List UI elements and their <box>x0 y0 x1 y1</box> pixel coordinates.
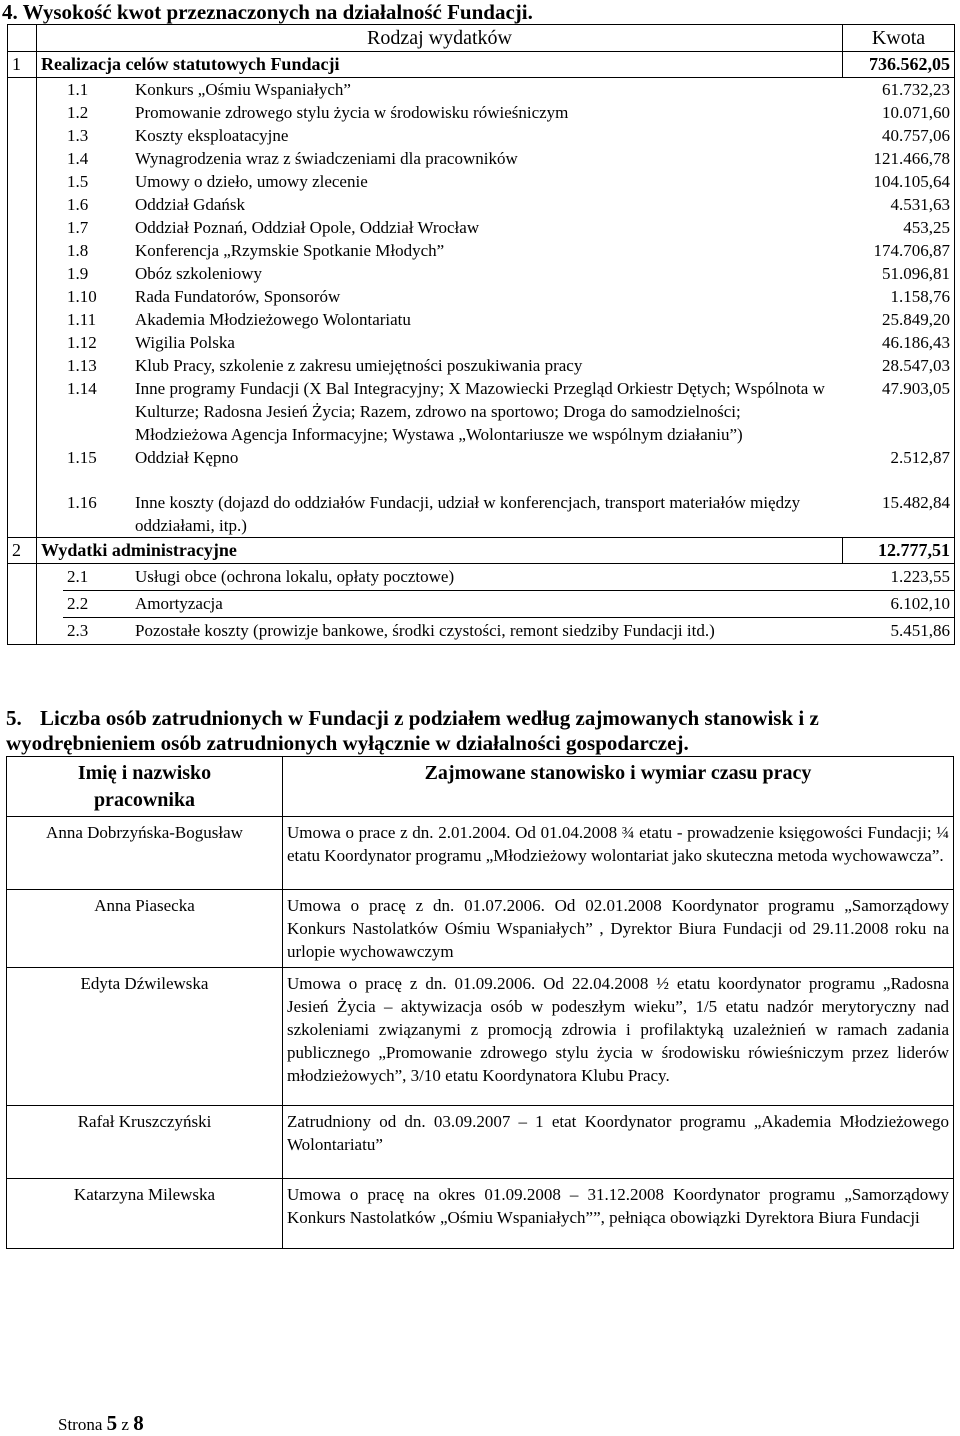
group-name: Wydatki administracyjne <box>37 538 843 564</box>
item-name: Akademia Młodzieżowego Wolontariatu <box>135 310 411 329</box>
item-amount: 5.451,86 <box>836 618 954 645</box>
item-amount: 104.105,64 <box>873 172 950 191</box>
item-row <box>63 78 954 101</box>
employee-name: Edyta Dźwilewska <box>7 968 283 1106</box>
item-amount: 15.482,84 <box>882 493 950 512</box>
item-amount: 1.223,55 <box>890 567 950 586</box>
group-1-items-row <box>8 78 955 538</box>
page-footer <box>58 1412 144 1436</box>
item-amount: 2.512,87 <box>890 448 950 467</box>
employee-position: Umowa o prace z dn. 2.01.2004. Od 01.04.2008 ¾ etatu - prowadzenie księgowości Fundacji; ¼ etatu Koordynator programu „Młodzieżowy wolontariat jako skuteczna metoda wychowawcza”. <box>283 817 954 890</box>
group-2-items-table <box>63 564 954 644</box>
item-amount: 51.096,81 <box>882 264 950 283</box>
item-num: 1.12 <box>67 333 97 352</box>
item-name: Konkurs „Ośmiu Wspaniałych” <box>135 80 351 99</box>
item-num: 1.4 <box>67 149 89 168</box>
item-num: 1.14 <box>67 379 97 398</box>
item-num: 1.7 <box>67 218 89 237</box>
item-row <box>63 354 954 377</box>
item-num: 1.13 <box>67 356 97 375</box>
item-num: 1.10 <box>67 287 97 306</box>
item-name: Wynagrodzenia wraz z świadczeniami dla pracowników <box>135 149 518 168</box>
header-position: Zajmowane stanowisko i wymiar czasu pracy <box>283 757 954 817</box>
header-employee-name: Imię i nazwisko pracownika <box>7 757 283 817</box>
employees-table-header <box>7 757 954 817</box>
item-name: Pozostałe koszty (prowizje bankowe, środki czystości, remont siedziby Fundacji itd.) <box>127 618 836 645</box>
item-row <box>63 124 954 147</box>
item-row <box>63 564 954 591</box>
item-amount: 25.849,20 <box>882 310 950 329</box>
employee-position: Umowa o pracę z dn. 01.07.2006. Od 02.01.2008 Koordynator programu „Samorządowy Konkurs Nastolatków Ośmiu Wspaniałych” , Dyrektor Biura Fundacji od 29.11.2008 roku na urlopie wychowawczym <box>283 890 954 968</box>
item-row <box>63 446 954 491</box>
item-row <box>63 491 954 537</box>
item-name: Oddział Gdańsk <box>135 195 246 214</box>
item-row <box>63 591 954 618</box>
employees-table <box>6 756 954 1249</box>
item-row <box>63 147 954 170</box>
item-num: 1.2 <box>67 103 89 122</box>
item-name: Umowy o dzieło, umowy zlecenie <box>135 172 368 191</box>
item-num: 1.3 <box>67 126 89 145</box>
item-name: Konferencja „Rzymskie Spotkanie Młodych” <box>135 241 445 260</box>
item-row <box>63 377 954 446</box>
item-row <box>63 101 954 124</box>
item-row <box>63 285 954 308</box>
group-name: Realizacja celów statutowych Fundacji <box>37 52 843 78</box>
item-num: 1.15 <box>67 448 97 467</box>
expenses-table <box>7 24 955 645</box>
item-amount: 28.547,03 <box>882 356 950 375</box>
group-row-1 <box>8 52 955 78</box>
expenses-table-header <box>8 25 955 52</box>
item-name: Oddział Poznań, Oddział Opole, Oddział Wrocław <box>135 218 480 237</box>
item-amount: 121.466,78 <box>873 149 950 168</box>
employee-row <box>7 890 954 968</box>
item-name: Usługi obce (ochrona lokalu, opłaty pocztowe) <box>135 567 455 586</box>
group-num: 1 <box>8 52 37 78</box>
group-amount: 12.777,51 <box>843 538 955 564</box>
group-amount: 736.562,05 <box>843 52 955 78</box>
employee-position: Zatrudniony od dn. 03.09.2007 – 1 etat Koordynator programu „Akademia Młodzieżowego Wolontariatu” <box>283 1106 954 1179</box>
item-name: Inne koszty (dojazd do oddziałów Fundacji, udział w konferencjach, transport materiałów między oddziałami, itp.) <box>135 493 801 535</box>
item-num: 1.11 <box>67 310 97 329</box>
footer-separator: z <box>121 1415 129 1434</box>
item-amount: 453,25 <box>903 218 950 237</box>
item-name: Oddział Kępno <box>135 448 239 467</box>
employee-name: Rafał Kruszczyński <box>7 1106 283 1179</box>
item-name: Koszty eksploatacyjne <box>135 126 289 145</box>
employee-name: Anna Piasecka <box>7 890 283 968</box>
footer-label: Strona <box>58 1415 103 1434</box>
item-num: 1.9 <box>67 264 89 283</box>
item-row <box>63 618 954 645</box>
item-amount: 40.757,06 <box>882 126 950 145</box>
employee-position: Umowa o pracę z dn. 01.09.2006. Od 22.04.2008 ½ etatu koordynator programu „Radosna Jesień Życia – aktywizacja osób w podeszłym wieku”, 1/5 etatu nadzór merytoryczny nad szkoleniami związanymi z promocją zdrowia i profilaktyką uzależnień w ramach zadania publicznego „Promowanie zdrowego stylu życia w środowisku rówieśniczym przez liderów młodzieżowych”, 3/10 etatu Koordynatora Klubu Pracy. <box>283 968 954 1106</box>
item-row <box>63 239 954 262</box>
item-num: 1.5 <box>67 172 89 191</box>
header-amount-cell: Kwota <box>843 25 955 52</box>
employee-row <box>7 968 954 1106</box>
header-type-cell: Rodzaj wydatków <box>37 25 843 52</box>
employee-row <box>7 1106 954 1179</box>
section-5-heading <box>6 706 946 756</box>
item-name: Amortyzacja <box>127 591 836 618</box>
item-amount: 174.706,87 <box>873 241 950 260</box>
employee-name: Anna Dobrzyńska-Bogusław <box>7 817 283 890</box>
item-name: Inne programy Fundacji (X Bal Integracyjny; X Mazowiecki Przegląd Orkiestr Dętych; Wspólnota w Kulturze; Radosna Jesień Życia; Razem, zdrowo na sportowo; Droga do samodzielności; Młodzieżowa Agencja Informacyjne; Wystawa „Wolontariusze we wspólnym działaniu”) <box>135 379 825 444</box>
item-row <box>63 170 954 193</box>
section-4-heading: 4. Wysokość kwot przeznaczonych na działalność Fundacji. <box>2 0 533 24</box>
item-name: Wigilia Polska <box>135 333 235 352</box>
employee-position: Umowa o pracę na okres 01.09.2008 – 31.12.2008 Koordynator programu „Samorządowy Konkurs Nastolatków „Ośmiu Wspaniałych””, pełniąca obowiązki Dyrektora Biura Fundacji <box>283 1179 954 1249</box>
item-amount: 61.732,23 <box>882 80 950 99</box>
group-num: 2 <box>8 538 37 564</box>
item-amount: 4.531,63 <box>890 195 950 214</box>
group-2-items-row <box>8 564 955 645</box>
header-num-cell <box>8 25 37 52</box>
item-name: Rada Fundatorów, Sponsorów <box>135 287 341 306</box>
item-name: Klub Pracy, szkolenie z zakresu umiejętności poszukiwania pracy <box>135 356 583 375</box>
item-amount: 47.903,05 <box>882 379 950 398</box>
item-num: 1.8 <box>67 241 89 260</box>
item-row <box>63 308 954 331</box>
item-row <box>63 262 954 285</box>
item-num: 2.1 <box>67 567 89 586</box>
item-num: 1.6 <box>67 195 89 214</box>
employee-row <box>7 817 954 890</box>
section-5-title: Liczba osób zatrudnionych w Fundacji z podziałem według zajmowanych stanowisk i z wyodrębnieniem osób zatrudnionych wyłącznie w działalności gospodarczej. <box>6 706 819 755</box>
item-row <box>63 216 954 239</box>
section-5-number: 5. <box>6 706 22 730</box>
item-amount: 10.071,60 <box>882 103 950 122</box>
item-num: 1.16 <box>67 493 97 512</box>
item-name: Obóz szkoleniowy <box>135 264 263 283</box>
item-amount: 1.158,76 <box>890 287 950 306</box>
group-1-items-table <box>63 78 954 537</box>
footer-total-pages: 8 <box>133 1411 144 1435</box>
item-amount: 6.102,10 <box>836 591 954 618</box>
item-row <box>63 331 954 354</box>
item-num: 1.1 <box>67 80 89 99</box>
item-num: 2.2 <box>63 591 127 618</box>
footer-current-page: 5 <box>106 1411 118 1435</box>
employee-name: Katarzyna Milewska <box>7 1179 283 1249</box>
group-row-2 <box>8 538 955 564</box>
employee-row <box>7 1179 954 1249</box>
item-name: Promowanie zdrowego stylu życia w środowisku rówieśniczym <box>135 103 569 122</box>
item-amount: 46.186,43 <box>882 333 950 352</box>
item-row <box>63 193 954 216</box>
item-num: 2.3 <box>63 618 127 645</box>
